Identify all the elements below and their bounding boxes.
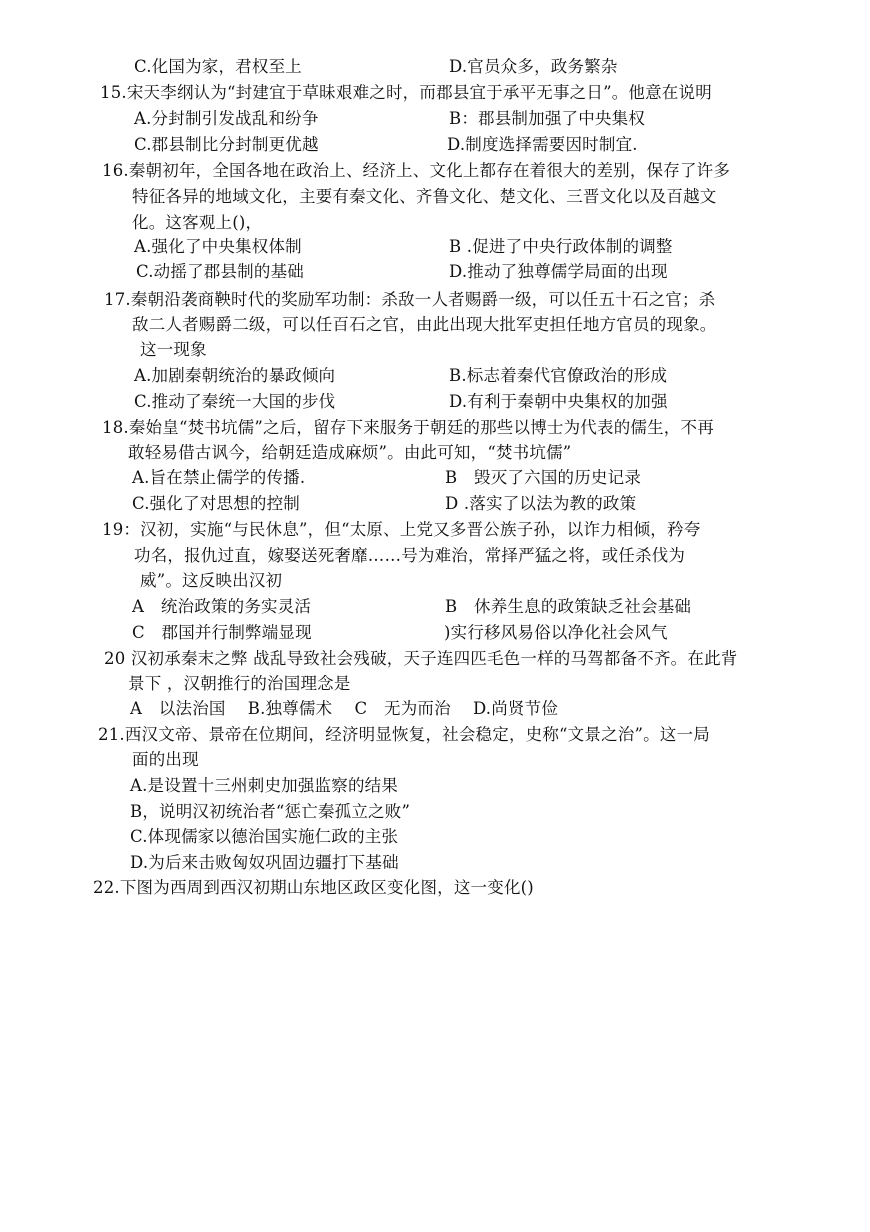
q16-stem-3: 化。这客观上()， (132, 213, 263, 232)
q17-stem: 17.秦朝沿袭商鞅时代的奖励军功制：杀敌一人者赐爵一级，可以任五十石之官；杀 (104, 290, 716, 309)
q19-stem: 19：汉初，实施“与民休息”，但“太原、上党又多晋公族子孙，以诈力相倾，矜夸 (102, 520, 701, 539)
q15-stem: 15.宋天李纲认为“封建宜于草昧艰难之时，而郡县宜于承平无事之日”。他意在说明 (100, 83, 712, 102)
q20-options: A 以法治国 B.独尊儒术 C 无为而治 D.尚贤节俭 (130, 699, 559, 718)
q18-stem-2: 敢轻易借古讽今，给朝廷造成麻烦”。由此可知，“焚书坑儒” (128, 443, 572, 462)
q15-option-b: B：郡县制加强了中央集权 (449, 109, 646, 128)
q21-option-a: A.是设置十三州刺史加强监察的结果 (130, 776, 399, 795)
q17-stem-2: 敌二人者赐爵二级，可以任百石之官，由此出现大批军吏担任地方官员的现象。 (132, 315, 717, 334)
q16-option-c: C.动摇了郡县制的基础 (136, 262, 304, 281)
q18-option-c: C.强化了对思想的控制 (132, 494, 300, 513)
q16-option-a: A.强化了中央集权体制 (134, 237, 302, 256)
q18-stem: 18.秦始皇“焚书坑儒”之后，留存下来服务于朝廷的那些以博士为代表的儒生，不再 (102, 418, 714, 437)
q17-option-b: B.标志着秦代官僚政治的形成 (449, 366, 668, 385)
q22-stem: 22.下图为西周到西汉初期山东地区政区变化图，这一变化() (93, 878, 534, 897)
q15-option-a: A.分封制引发战乱和纷争 (134, 109, 319, 128)
q15-option-c: C.郡县制比分封制更优越 (134, 135, 319, 154)
q21-option-c: C.体现儒家以德治国实施仁政的主张 (130, 827, 399, 846)
q14-option-c: C.化国为家，君权至上 (134, 57, 302, 76)
q19-option-b: B 休养生息的政策缺乏社会基础 (445, 597, 692, 616)
q15-option-d: D.制度选择需要因时制宜. (447, 135, 638, 154)
q20-stem: 20 汉初承秦末之弊 战乱导致社会残破，天子连四匹毛色一样的马驾都备不齐。在此背 (104, 649, 738, 668)
q19-option-a: A 统治政策的务实灵活 (132, 597, 312, 616)
q19-option-d: )实行移风易俗以净化社会风气 (444, 623, 668, 642)
q21-option-b: B，说明汉初统治者“惩亡秦孤立之败” (130, 802, 411, 821)
q19-stem-3: 威”。这反映出汉初 (140, 571, 283, 590)
q16-option-d: D.推动了独尊儒学局面的出现 (449, 262, 668, 281)
q20-stem-2: 景下 ，汉朝推行的治国理念是 (128, 674, 351, 693)
q16-stem: 16.秦朝初年，全国各地在政治上、经济上、文化上都存在着很大的差别，保存了许多 (102, 161, 731, 180)
q19-stem-2: 功名，报仇过直，嫁娶送死奢靡……号为难治，常择严猛之将，或任杀伐为 (134, 546, 686, 565)
q17-option-c: C.推动了秦统一大国的步伐 (134, 392, 336, 411)
q16-stem-2: 特征各异的地域文化，主要有秦文化、齐鲁文化、楚文化、三晋文化以及百越文 (132, 187, 717, 206)
q17-option-d: D.有利于秦朝中央集权的加强 (449, 392, 668, 411)
q14-option-d: D.官员众多，政务繁杂 (449, 57, 618, 76)
q21-stem-2: 面的出现 (132, 750, 199, 769)
q21-option-d: D.为后来击败匈奴巩固边疆打下基础 (130, 853, 399, 872)
q19-option-c: C 郡国并行制弊端显现 (132, 623, 312, 642)
q18-option-d: D .落实了以法为教的政策 (445, 494, 637, 513)
q18-option-a: A.旨在禁止儒学的传播. (132, 468, 306, 487)
q17-option-a: A.加剧秦朝统治的暴政倾向 (134, 366, 336, 385)
q21-stem: 21.西汉文帝、景帝在位期间，经济明显恢复，社会稳定，史称“文景之治”。这一局 (98, 725, 710, 744)
q17-stem-3: 这一现象 (140, 340, 207, 359)
q18-option-b: B 毁灭了六国的历史记录 (445, 468, 642, 487)
q16-option-b: B .促进了中央行政体制的调整 (449, 237, 673, 256)
